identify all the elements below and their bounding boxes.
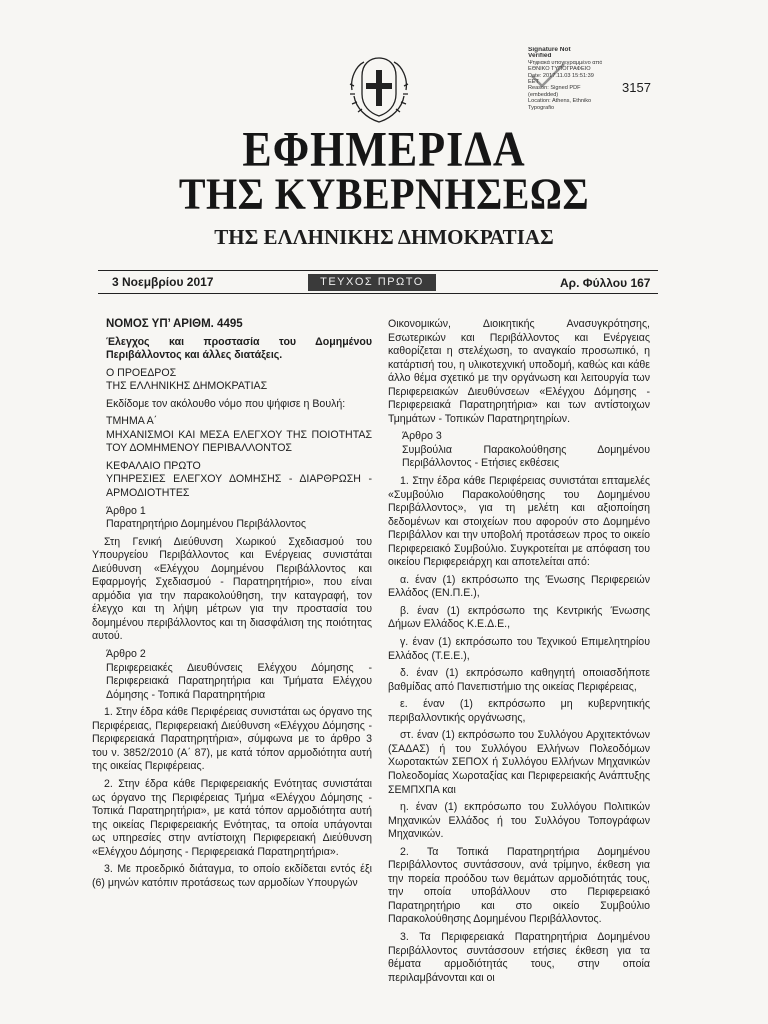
page-number: 3157	[622, 80, 651, 95]
sheet-number: Αρ. Φύλλου 167	[560, 276, 651, 290]
masthead-republic: ΤΗΣ ΕΛΛΗΝΙΚΗΣ ΔΗΜΟΚΡΑΤΙΑΣ	[214, 225, 554, 249]
signature-line: Reason: Signed PDF	[528, 85, 581, 92]
right-paragraph: Άρθρο 3 Συμβούλια Παρακολούθησης Δομημένου Περιβάλλοντος - Ετήσιες εκθέσεις	[402, 430, 650, 470]
signature-line: EET	[528, 79, 539, 86]
right-paragraph: 3. Τα Περιφερειακά Παρατηρητήρια Δομημένου Περιβάλλοντος συντάσσουν ετήσιες έκθεση για τα θέματα αρμοδιότητάς τους, στην οποία περιλαμβάνονται και οι	[388, 930, 650, 984]
header-rule-top	[98, 270, 658, 271]
left-paragraph: Στη Γενική Διεύθυνση Χωρικού Σχεδιασμού του Υπουργείου Περιβάλλοντος και Ενέργειας συνιστάται Διεύθυνση «Ελέγχου Δομημένου Περιβάλλοντος και Εφαρμογής Σχεδιασμού - Παρατηρητήριο», που είναι αρμόδια για την παρακολούθηση, την καταγραφή, τον έλεγχο και τη λήψη μέτρων για την προστασία του δομημένου περιβάλλοντος και τη διασφάλιση της ποιότητας αυτού.	[92, 535, 372, 643]
right-paragraph: α. έναν (1) εκπρόσωπο της Ένωσης Περιφερειών Ελλάδος (ΕΝ.Π.Ε.),	[388, 573, 650, 600]
left-paragraph: ΚΕΦΑΛΑΙΟ ΠΡΩΤΟ ΥΠΗΡΕΣΙΕΣ ΕΛΕΓΧΟΥ ΔΟΜΗΣΗΣ - ΔΙΑΡΘΡΩΣΗ - ΑΡΜΟΔΙΟΤΗΤΕΣ	[106, 459, 372, 500]
issue-date: 3 Νοεμβρίου 2017	[112, 275, 214, 289]
issue-label: ΤΕΥΧΟΣ ΠΡΩΤΟ	[308, 274, 436, 291]
left-paragraph: Άρθρο 2 Περιφερειακές Διευθύνσεις Ελέγχου Δόμησης - Περιφερειακά Παρατηρητήρια και Τμήματα Ελέγχου Δόμησης - Τοπικά Παρατηρητήρια	[106, 648, 372, 701]
left-paragraph: 1. Στην έδρα κάθε Περιφέρειας συνιστάται ως όργανο της Περιφέρειας, Περιφερειακή Διεύθυνση «Ελέγχου Δόμησης - Περιφερειακά Παρατηρητήρια», σύμφωνα με το άρθρο 3 του ν. 3852/2010 (Α΄ 87), με κατά τόπον αρμοδιότητα αυτή της οικείας Περιφέρειας.	[92, 706, 372, 773]
right-column	[388, 318, 650, 989]
signature-line: Signature Not	[528, 47, 571, 53]
right-paragraph: Οικονομικών, Διοικητικής Ανασυγκρότησης, Εσωτερικών και Περιβάλλοντος και Ενέργειας καθορίζεται η στελέχωση, το αναγκαίο προσωπικό, η κατάρτισή του, η υλικοτεχνική υποδομή, καθώς και κάθε άλλο θέμα σχετικό με την οργάνωση και λειτουργία των Περιφερειακών Διευθύνσεων «Ελέγχου Δόμησης - Περιφερειακά Παρατηρητήρια» και των αντίστοιχων Τμημάτων - Τοπικών Παρατηρητηρίων.	[388, 318, 650, 425]
signature-line: (embedded)	[528, 91, 559, 98]
right-paragraph: δ. έναν (1) εκπρόσωπο καθηγητή οποιασδήποτε βαθμίδας από Πανεπιστήμιο της οικείας Περιφέρειας,	[388, 667, 650, 693]
signature-line: Location: Athens, Ethniko	[528, 98, 592, 105]
header-rule-bottom	[98, 293, 658, 294]
right-paragraph: γ. έναν (1) εκπρόσωπο του Τεχνικού Επιμελητηρίου Ελλάδος (Τ.Ε.Ε.),	[388, 636, 650, 662]
signature-line: Verified	[528, 53, 552, 60]
left-paragraph: ΤΜΗΜΑ Α΄ ΜΗΧΑΝΙΣΜΟΙ ΚΑΙ ΜΕΣΑ ΕΛΕΓΧΟΥ ΤΗΣ ΠΟΙΟΤΗΤΑΣ ΤΟΥ ΔΟΜΗΜΕΝΟΥ ΠΕΡΙΒΑΛΛΟΝΤΟΣ	[106, 415, 372, 455]
signature-check-icon	[528, 62, 568, 90]
greek-coat-of-arms-icon	[340, 50, 418, 128]
signature-line: ΕΘΝΙΚΟ ΤΥΠΟΓΡΑΦΕΙΟ	[528, 66, 591, 73]
left-paragraph: Άρθρο 1 Παρατηρητήριο Δομημένου Περιβάλλοντος	[106, 504, 306, 531]
masthead-subtitle: ΤΗΣ ΚΥΒΕΡΝΗΣΕΩΣ	[178, 168, 590, 219]
right-paragraph: ε. έναν (1) εκπρόσωπο μη κυβερνητικής περιβαλλοντικής οργάνωσης,	[388, 698, 650, 724]
signature-line: Typografio	[528, 104, 555, 111]
left-paragraph: Έλεγχος και προστασία του Δομημένου Περιβάλλοντος και άλλες διατάξεις.	[106, 335, 372, 362]
left-paragraph: Εκδίδομε τον ακόλουθο νόμο που ψήφισε η Βουλή:	[106, 397, 346, 410]
masthead-title: ΕΦΗΜΕΡΙΔΑ	[242, 122, 526, 177]
right-paragraph: β. έναν (1) εκπρόσωπο της Κεντρικής Ένωσης Δήμων Ελλάδος Κ.Ε.Δ.Ε.,	[388, 604, 650, 631]
left-paragraph: 3. Με προεδρικό διάταγμα, το οποίο εκδίδεται εντός έξι (6) μηνών κατόπιν προτάσεως των αρμοδίων Υπουργών	[92, 863, 372, 889]
left-paragraph: 2. Στην έδρα κάθε Περιφερειακής Ενότητας συνιστάται ως όργανο της Περιφέρειας Τμήμα «Ελέγχου Δόμησης - Τοπικά Παρατηρητήρια», με κατά τόπον αρμοδιότητα αυτή της οικείας Περιφερειακής Ενότητας, τα οποία υπάγονται ως υπηρεσίες στην αντίστοιχη Περιφερειακή Διεύθυνση «Ελέγχου Δόμησης - Περιφερειακά Παρατηρητήρια».	[92, 777, 372, 858]
signature-line: Date: 2017.11.03 15:51:39	[528, 72, 594, 79]
left-paragraph: Ο ΠΡΟΕΔΡΟΣ ΤΗΣ ΕΛΛΗΝΙΚΗΣ ΔΗΜΟΚΡΑΤΙΑΣ	[106, 366, 268, 393]
left-column	[92, 318, 372, 894]
right-paragraph: στ. έναν (1) εκπρόσωπο του Συλλόγου Αρχιτεκτόνων (ΣΑΔΑΣ) ή του Συλλόγου Ελλήνων Πολεοδόμων Χωροτακτών ΣΕΠΟΧ ή Συλλόγου Ελλήνων Μηχανικών Πολεοδομίας Χωροταξίας και Περιφερειακής Ανάπτυξης ΣΕΜΠΧΠΑ και	[388, 729, 650, 796]
right-paragraph: 2. Τα Τοπικά Παρατηρητήρια Δομημένου Περιβάλλοντος συντάσσουν, ανά τρίμηνο, έκθεση για την πορεία προόδου των θεμάτων αρμοδιότητάς τους, την οποία υποβάλλουν στο Περιφερειακό Παρατηρητήριο και στο οικείο Συμβούλιο Παρακολούθησης Δομημένου Περιβάλλοντος.	[388, 845, 650, 926]
signature-line: Ψηφιακά υπογεγραμμένο από	[528, 59, 602, 66]
right-paragraph: η. έναν (1) εκπρόσωπο του Συλλόγου Πολιτικών Μηχανικών Ελλάδος ή του Συλλόγου Τοπογράφων Μηχανικών.	[388, 801, 650, 841]
left-paragraph: ΝΟΜΟΣ ΥΠ’ ΑΡΙΘΜ. 4495	[106, 318, 243, 330]
right-paragraph: 1. Στην έδρα κάθε Περιφέρειας συνιστάται επταμελές «Συμβούλιο Παρακολούθησης του Δομημένου Περιβάλλοντος», για τη μελέτη και αξιοποίηση δεδομένων και στοιχείων που αφορούν στο Δομημένο Περιβάλλον και την υποβολή προτάσεων προς το οικείο Περιφερειακό Συμβούλιο. Συγκροτείται με απόφαση του οικείου Περιφερειάρχη και αποτελείται από:	[388, 475, 650, 569]
